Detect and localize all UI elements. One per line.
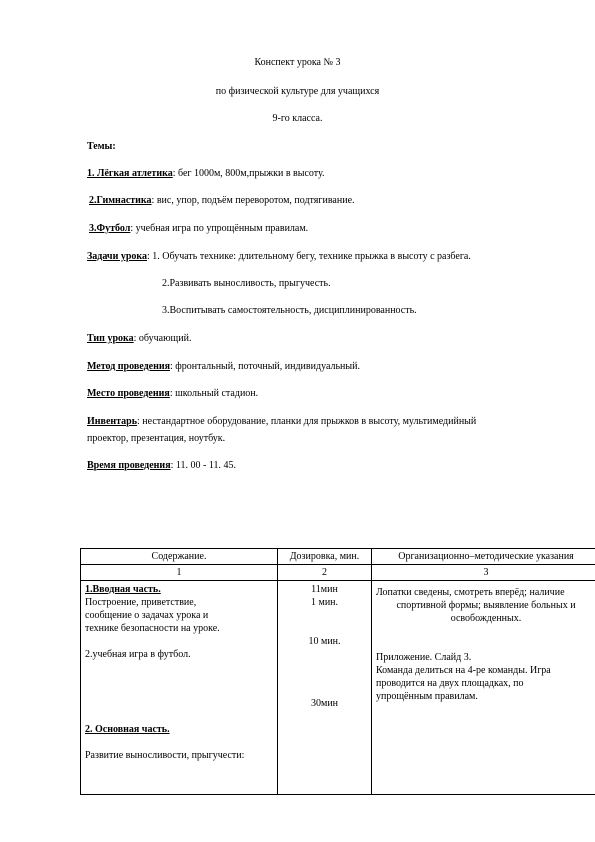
dosage-football: 10 мин. [308,636,341,647]
table-row [81,581,595,795]
endurance-item: Развитие выносливости, прыгучести: [85,750,245,761]
theme-athletics-label: 1. Лёгкая атлетика [87,168,173,179]
appendix-line-1: Команда делиться на 4-ре команды. Игра [376,665,551,676]
theme-football [89,222,308,235]
place-value: : школьный стадион. [169,388,259,399]
theme-gymnastics-text: : вис, упор, подъём переворотом, подтягивание. [151,195,355,206]
task-item-2: 2.Развивать выносливость, прыгучесть. [162,278,331,289]
theme-athletics [87,167,325,180]
dosage-intro: 11мин [311,584,338,595]
column-number-2: 2 [278,565,372,581]
task-item-3: 3.Воспитывать самостоятельность, дисциплинированность. [162,305,417,316]
time [87,459,236,472]
content-cell [81,581,278,795]
lesson-type [87,332,191,345]
task-item-1: : 1. Обучать технике: длительному бегу, технике прыжка в высоту с разбега. [147,251,471,262]
header-content: Содержание. [81,549,278,565]
intro-line-1: Построение, приветствие, [85,597,197,608]
dosage-main: 30мин [310,698,339,709]
instruction-line-2: спортивной формы; выявление больных и [396,600,576,611]
instructions-cell [372,581,595,795]
dosage-cell [278,581,372,795]
time-value: : 11. 00 - 11. 45. [170,460,236,471]
inventory-label: Инвентарь [87,416,138,427]
instruction-line-1: Лопатки сведены, смотреть вперёд; наличие [376,587,565,598]
place-label: Место проведения [87,388,170,399]
appendix-label: Приложение. Слайд 3. [376,652,472,663]
main-part-label: 2. Основная часть. [85,724,170,735]
lesson-type-value: : обучающий. [133,333,192,344]
header-instructions: Организационно–методические указания [372,549,595,565]
theme-gymnastics [89,194,355,207]
time-label: Время проведения [87,460,171,471]
column-number-3: 3 [372,565,595,581]
table-number-row [81,565,595,581]
method-label: Метод проведения [87,361,171,372]
place [87,387,258,400]
method [87,360,360,373]
tasks-line [87,250,471,263]
intro-line-3: технике безопасности на уроке. [85,623,220,634]
themes-heading: Темы: [87,141,116,152]
appendix-line-2: проводится на двух площадках, по [376,678,524,689]
header-dosage: Дозировка, мин. [278,549,372,565]
intro-line-2: сообщение о задачах урока и [85,610,209,621]
lesson-plan-table [80,548,595,795]
theme-football-text: : учебная игра по упрощённым правилам. [130,223,309,234]
appendix-line-3: упрощённым правилам. [376,691,478,702]
tasks-label: Задачи урока [87,251,148,262]
table-header-row [81,549,595,565]
theme-gymnastics-label: 2.Гимнастика [89,195,152,206]
theme-athletics-text: : бег 1000м, 800м,прыжки в высоту. [172,168,325,179]
inventory [87,415,476,428]
theme-football-label: 3.Футбол [89,223,131,234]
doc-subtitle: по физической культуре для учащихся [215,86,380,97]
football-item: 2.учебная игра в футбол. [85,649,191,660]
lesson-type-label: Тип урока [87,333,134,344]
intro-part-label: 1.Вводная часть. [85,584,161,595]
inventory-line-1: : нестандартное оборудование, планки для прыжков в высоту, мультимедийный [137,416,477,427]
doc-title: Конспект урока № 3 [254,57,341,68]
dosage-lineup: 1 мин. [310,597,339,608]
instruction-line-3: освобожденных. [450,613,522,624]
method-value: : фронтальный, поточный, индивидуальный. [170,361,360,372]
column-number-1: 1 [81,565,278,581]
doc-grade: 9-го класса. [272,113,323,124]
inventory-line-2: проектор, презентация, ноутбук. [87,433,226,444]
